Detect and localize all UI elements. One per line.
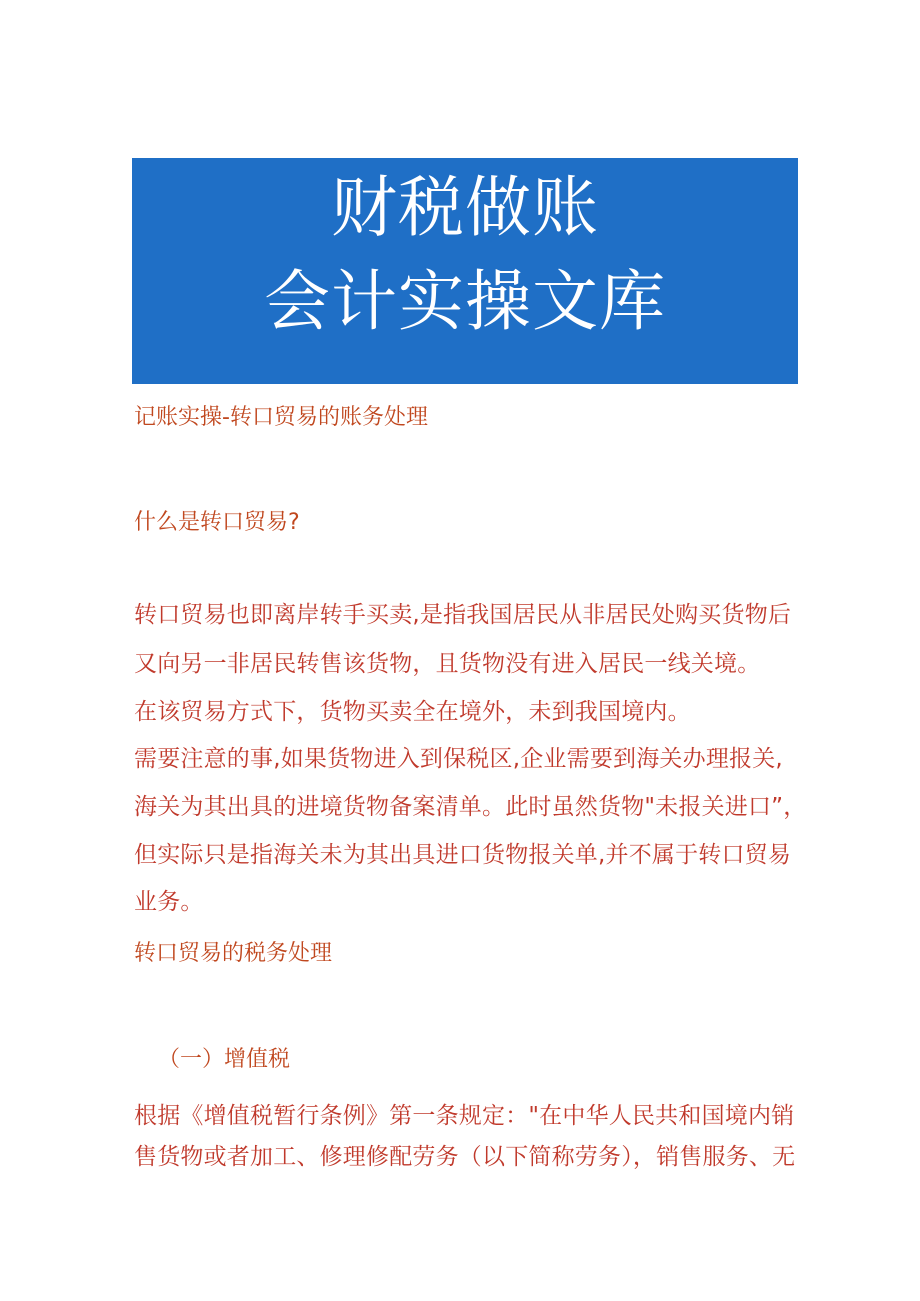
paragraph-line: 但实际只是指海关未为其出具进口货物报关单,并不属于转口贸易 <box>134 842 792 868</box>
paragraph-line: 在该贸易方式下，货物买卖全在境外，未到我国境内。 <box>134 699 691 725</box>
paragraph-line: 根据《增值税暂行条例》第一条规定："在中华人民共和国境内销 <box>134 1103 795 1129</box>
question-heading: 什么是转口贸易? <box>134 510 300 535</box>
paragraph-line: 售货物或者加工、修理修配劳务（以下简称劳务），销售服务、无 <box>134 1144 796 1170</box>
document-title: 记账实操-转口贸易的账务处理 <box>134 405 428 430</box>
section-heading: 转口贸易的税务处理 <box>134 941 333 966</box>
title-banner <box>132 158 798 384</box>
paragraph-line: 转口贸易也即离岸转手买卖,是指我国居民从非居民处购买货物后 <box>134 602 792 628</box>
paragraph-line: 海关为其出具的进境货物备案清单。此时虽然货物"未报关进口”， <box>134 794 807 820</box>
paragraph-line: 又向另一非居民转售该货物，且货物没有进入居民一线关境。 <box>134 651 761 677</box>
subsection-heading: （一）增值税 <box>158 1047 291 1072</box>
paragraph-line: 业务。 <box>134 889 204 915</box>
paragraph-line: 需要注意的事,如果货物进入到保税区,企业需要到海关办理报关, <box>134 746 783 772</box>
banner-title-line-1: 财税做账 <box>331 169 599 246</box>
banner-title-line-2: 会计实操文库 <box>264 263 666 340</box>
